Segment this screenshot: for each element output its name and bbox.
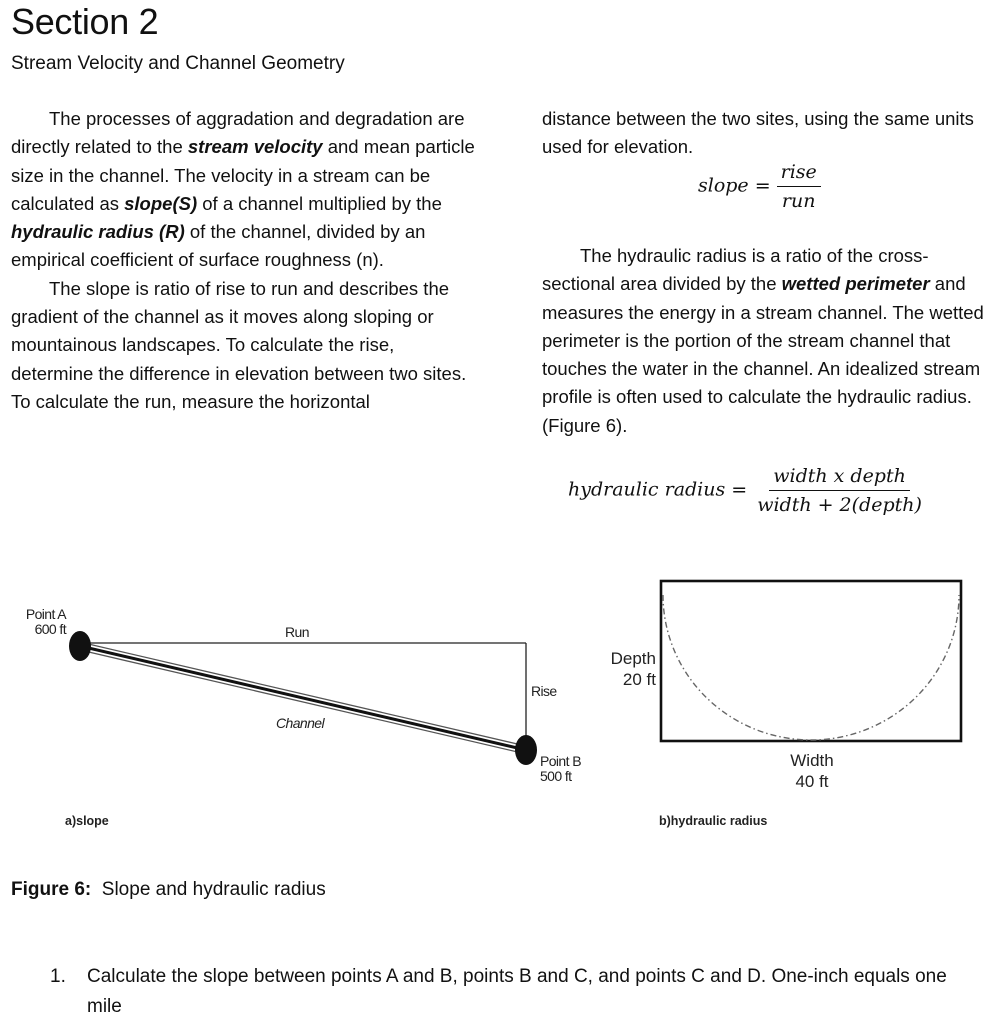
point-b-marker — [515, 735, 537, 765]
numerator: width x depth — [769, 464, 910, 491]
channel-line — [80, 646, 526, 750]
term-stream-velocity: stream velocity — [187, 136, 323, 158]
rise-label: Rise — [531, 683, 557, 699]
channel-rectangle — [661, 581, 961, 741]
denominator: width + 2(depth) — [757, 494, 922, 516]
section-subtitle: Stream Velocity and Channel Geometry — [11, 53, 345, 74]
question-text: Calculate the slope between points A and B, points B and C, and points C and D. One-inch equals one mile — [87, 966, 947, 1017]
right-column-p2 — [542, 242, 992, 440]
section-title: Section 2 — [11, 1, 159, 42]
paragraph-hydraulic-radius — [542, 242, 992, 440]
point-b-elevation: 500 ft — [540, 768, 572, 784]
paragraph-velocity — [11, 105, 481, 275]
hydraulic-radius-formula — [568, 464, 926, 517]
text: The processes of aggradation and degradation are directly related to the — [11, 108, 465, 158]
point-b-label — [540, 754, 581, 784]
question-1 — [50, 962, 950, 1022]
figure-caption-label: Figure 6: — [11, 879, 92, 900]
width-name: Width — [790, 751, 834, 770]
text: and measures the energy in a stream channel. The wetted perimeter is the portion of the stream channel that touches the water in the channel. An idealized stream profile is often used to calculate the hydraulic radius. (Figure 6). — [542, 273, 984, 436]
left-column — [11, 105, 481, 416]
text: The hydraulic radius is a ratio of the cross-sectional area divided by the — [542, 245, 929, 295]
channel-label: Channel — [276, 715, 324, 731]
run-label: Run — [285, 624, 309, 640]
text: of the channel, divided by an empirical coefficient of surface roughness (n). — [11, 221, 426, 271]
width-value: 40 ft — [795, 772, 829, 791]
slope-formula — [698, 160, 821, 213]
question-number: 1. — [50, 966, 66, 987]
depth-value: 20 ft — [622, 670, 656, 689]
stream-profile-curve — [663, 595, 959, 740]
numerator: rise — [777, 160, 821, 187]
denominator: run — [781, 190, 816, 212]
point-a-label — [20, 607, 66, 637]
text: and mean particle size in the channel. The velocity in a stream can be calculated as — [11, 136, 475, 214]
figure-caption-text: Slope and hydraulic radius — [91, 879, 326, 900]
equals-sign: = — [754, 174, 771, 197]
depth-name: Depth — [610, 649, 656, 668]
formula-lhs: hydraulic radius — [568, 478, 726, 501]
formula-lhs: slope — [698, 174, 749, 197]
fraction — [777, 160, 821, 213]
right-column — [542, 105, 992, 162]
slope-diagram — [0, 590, 600, 810]
point-a-name: Point A — [25, 606, 66, 622]
text: of a channel multiplied by the — [197, 192, 442, 214]
term-wetted-perimeter: wetted perimeter — [781, 273, 930, 295]
fraction — [753, 464, 926, 517]
term-hydraulic-radius: hydraulic radius (R) — [11, 221, 185, 243]
point-b-name: Point B — [540, 753, 581, 769]
depth-label — [596, 648, 656, 690]
term-slope: slope(S) — [124, 192, 198, 214]
point-a-elevation: 600 ft — [34, 621, 66, 637]
hydraulic-radius-diagram — [655, 575, 970, 750]
equals-sign: = — [731, 478, 748, 501]
width-label — [772, 750, 852, 792]
paragraph-slope: The slope is ratio of rise to run and describes the gradient of the channel as it moves along sloping or mountainous landscapes. To calculate the rise, determine the difference in elevation between two sites. To calculate the run, measure the horizontal — [11, 277, 467, 412]
figure-caption — [11, 879, 326, 901]
point-a-marker — [69, 631, 91, 661]
hydraulic-radius-caption: b)hydraulic radius — [659, 814, 768, 828]
slope-caption: a)slope — [65, 814, 109, 828]
paragraph-distance: distance between the two sites, using the same units used for elevation. — [542, 108, 974, 158]
